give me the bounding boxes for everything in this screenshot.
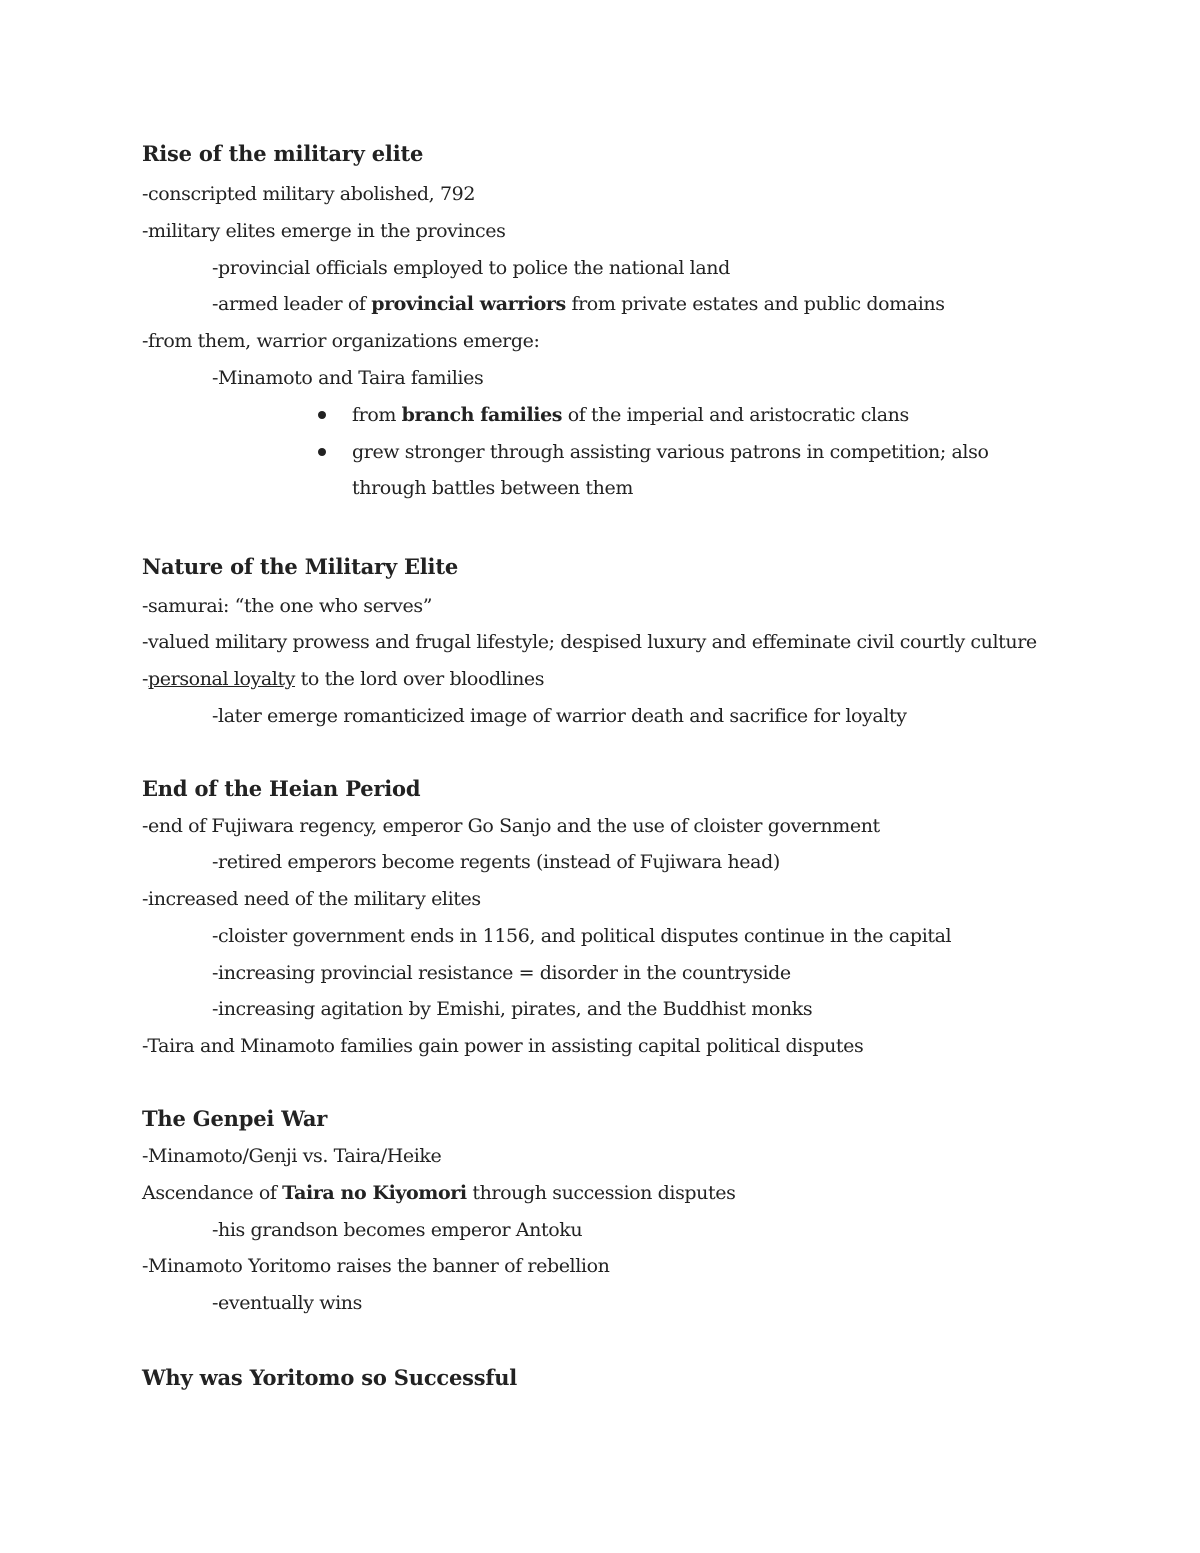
bullet-item: grew stronger through assisting various patrons in competition; also bbox=[352, 441, 989, 463]
note-line bbox=[142, 667, 544, 691]
bold-term: branch families bbox=[401, 404, 563, 426]
bullet-item-continuation: through battles between them bbox=[352, 477, 633, 499]
text-run: through succession disputes bbox=[466, 1182, 736, 1204]
text-run: from bbox=[352, 404, 402, 426]
note-line: -increased need of the military elites bbox=[142, 888, 481, 910]
note-line-indented: -increasing provincial resistance = disorder in the countryside bbox=[212, 962, 791, 984]
note-line-indented: -provincial officials employed to police the national land bbox=[212, 257, 730, 279]
note-line-indented bbox=[212, 292, 945, 316]
section-heading-heian: End of the Heian Period bbox=[142, 776, 421, 801]
bold-term: Taira no Kiyomori bbox=[282, 1182, 467, 1204]
section-heading-yoritomo: Why was Yoritomo so Successful bbox=[142, 1365, 518, 1390]
underlined-term: personal loyalty bbox=[148, 668, 296, 690]
section-heading-rise: Rise of the military elite bbox=[142, 141, 424, 166]
bullet-icon bbox=[318, 448, 326, 456]
note-line: -Minamoto Yoritomo raises the banner of rebellion bbox=[142, 1255, 610, 1277]
bullet-icon bbox=[318, 411, 326, 419]
text-run: -armed leader of bbox=[212, 293, 372, 315]
note-line-indented: -increasing agitation by Emishi, pirates, and the Buddhist monks bbox=[212, 998, 813, 1020]
note-line: -Minamoto/Genji vs. Taira/Heike bbox=[142, 1145, 442, 1167]
note-line: -end of Fujiwara regency, emperor Go Sanjo and the use of cloister government bbox=[142, 815, 880, 837]
section-heading-genpei: The Genpei War bbox=[142, 1106, 328, 1131]
note-line-indented: -retired emperors become regents (instead of Fujiwara head) bbox=[212, 851, 780, 873]
note-line-indented: -later emerge romanticized image of warrior death and sacrifice for loyalty bbox=[212, 705, 907, 727]
text-run: of the imperial and aristocratic clans bbox=[562, 404, 909, 426]
note-line-indented: -his grandson becomes emperor Antoku bbox=[212, 1219, 583, 1241]
note-line: -Taira and Minamoto families gain power in assisting capital political disputes bbox=[142, 1035, 864, 1057]
note-line: -valued military prowess and frugal lifestyle; despised luxury and effeminate civil courtly culture bbox=[142, 631, 1037, 653]
note-line: -military elites emerge in the provinces bbox=[142, 220, 506, 242]
note-line: -samurai: “the one who serves” bbox=[142, 595, 433, 617]
text-run: from private estates and public domains bbox=[565, 293, 945, 315]
note-line bbox=[142, 1181, 735, 1205]
text-run: to the lord over bloodlines bbox=[295, 668, 545, 690]
bold-term: provincial warriors bbox=[371, 293, 566, 315]
text-run: Ascendance of bbox=[142, 1182, 283, 1204]
text-run: - bbox=[142, 668, 149, 690]
section-heading-nature: Nature of the Military Elite bbox=[142, 554, 458, 579]
bullet-item bbox=[352, 403, 909, 427]
note-line: -conscripted military abolished, 792 bbox=[142, 183, 476, 205]
note-line-indented: -eventually wins bbox=[212, 1292, 362, 1314]
note-line-indented: -cloister government ends in 1156, and political disputes continue in the capital bbox=[212, 925, 952, 947]
note-line-indented: -Minamoto and Taira families bbox=[212, 367, 484, 389]
note-line: -from them, warrior organizations emerge: bbox=[142, 330, 540, 352]
